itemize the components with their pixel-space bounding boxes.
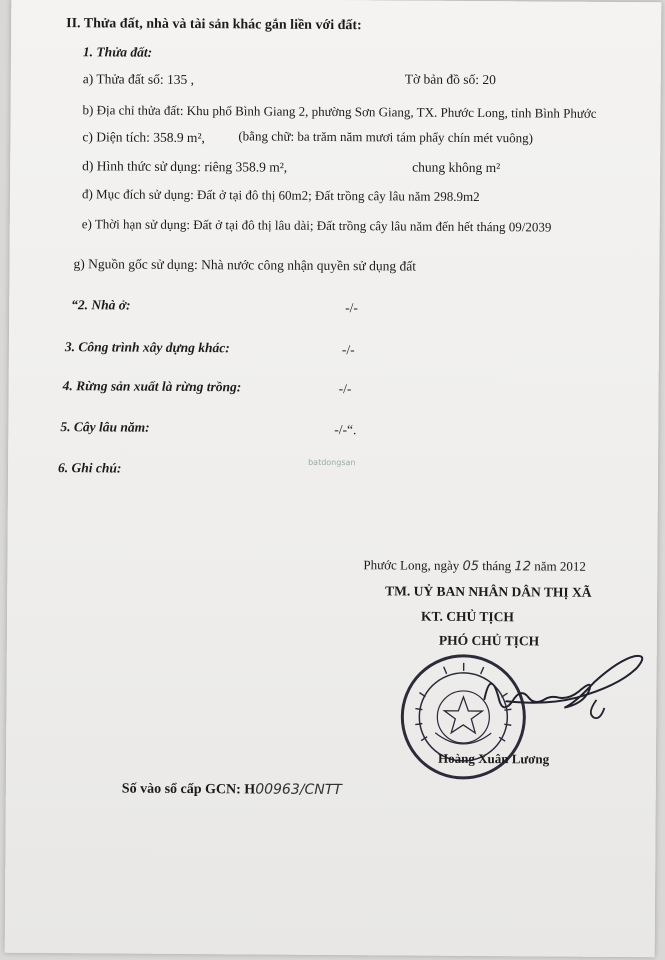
usage-origin: g) Nguồn gốc sử dụng: Nhà nước công nhận quyền sử dụng đất [73,256,417,274]
date-month-label: tháng [479,558,515,574]
handwritten-signature-icon [446,641,652,737]
land-area-words: (bằng chữ: ba trăm năm mươi tám phẩy chín mét vuông) [238,128,534,146]
parcel-number: a) Thửa đất số: 135 , [82,71,195,88]
watermark-text: batdongsan [308,457,356,468]
item-house-value: -/- [345,300,358,316]
place-date [363,557,586,575]
section-title: II. Thửa đất, nhà và tài sản khác gắn liền với đất: [66,16,362,34]
item-forest-value: -/- [338,381,352,397]
usage-term: e) Thời hạn sử dụng: Đất ở tại đô thị lâu dài; Đất trồng cây lâu năm đến hết tháng 09/2039 [81,216,552,235]
registry-number: 00963/CNTT [255,781,342,799]
land-heading: 1. Thửa đất: [82,44,153,60]
date-day: 05 [462,558,480,575]
map-sheet-number: Tờ bản đồ số: 20 [404,71,496,88]
signature-role: KT. CHỦ TỊCH [420,608,514,625]
document-page [5,0,662,957]
place-date-prefix: Phước Long, ngày [363,557,463,573]
item-perennial-value: -/-“. [334,422,357,438]
signer-name: Hoàng Xuân Lương [437,750,550,767]
land-address: b) Địa chỉ thửa đất: Khu phố Bình Giang 2, phường Sơn Giang, TX. Phước Long, tỉnh Bình Phước [82,102,597,121]
item-forest-label: 4. Rừng sản xuất là rừng trồng: [62,378,242,395]
item-construction-value: -/- [341,342,355,358]
item-construction-label: 3. Công trình xây dựng khác: [64,339,230,356]
signature-title: PHÓ CHỦ TỊCH [438,632,540,649]
registry-label-text: Số vào sổ cấp GCN: H [121,781,256,798]
item-notes-label: 6. Ghi chú: [58,460,122,476]
signature-org: TM. UỶ BAN NHÂN DÂN THỊ XÃ [385,583,592,600]
date-year: năm 2012 [530,558,586,574]
item-house-label: “2. Nhà ở: [71,297,131,313]
date-month: 12 [514,559,532,575]
land-area: c) Diện tích: 358.9 m², [82,129,205,146]
item-perennial-label: 5. Cây lâu năm: [60,419,150,435]
usage-form: d) Hình thức sử dụng: riêng 358.9 m², [82,158,288,175]
registry-label [122,781,342,800]
usage-purpose: đ) Mục đích sử dụng: Đất ở tại đô thị 60m2; Đất trồng cây lâu năm 298.9m2 [81,186,480,205]
usage-shared: chung không m² [412,159,501,176]
